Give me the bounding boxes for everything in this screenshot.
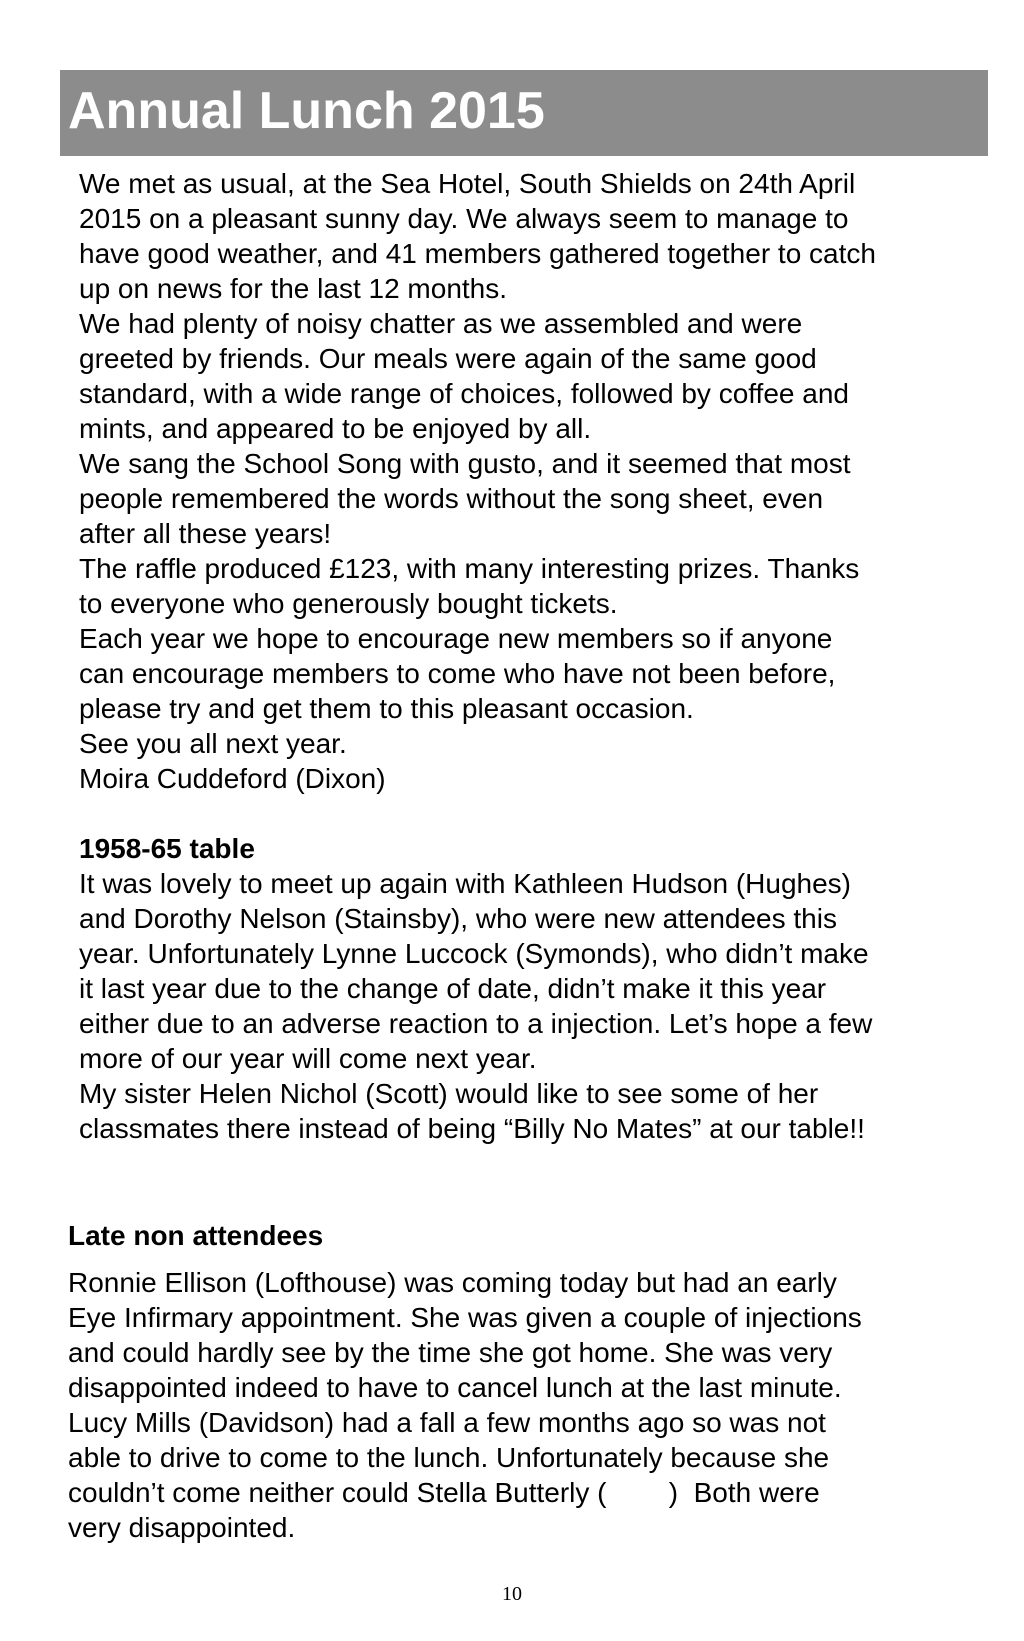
report-line: please try and get them to this pleasant occasion. xyxy=(79,693,694,724)
late-section-heading: Late non attendees xyxy=(68,1220,324,1251)
report-line: people remembered the words without the song sheet, even xyxy=(79,483,824,514)
late-section-line: Ronnie Ellison (Lofthouse) was coming today but had an early xyxy=(68,1267,837,1298)
table-section-line: classmates there instead of being “Billy No Mates” at our table!! xyxy=(79,1113,865,1144)
late-section xyxy=(68,1265,988,1545)
late-section-line: disappointed indeed to have to cancel lunch at the last minute. xyxy=(68,1372,842,1403)
report-line: We met as usual, at the Sea Hotel, South Shields on 24th April xyxy=(79,168,856,199)
table-section xyxy=(79,831,979,1146)
late-section-line: couldn’t come neither could Stella Butterly ( ) Both were xyxy=(68,1477,820,1508)
report-line: standard, with a wide range of choices, followed by coffee and xyxy=(79,378,849,409)
report-line: up on news for the last 12 months. xyxy=(79,273,508,304)
table-section-line: either due to an adverse reaction to a injection. Let’s hope a few xyxy=(79,1008,873,1039)
report-line: We sang the School Song with gusto, and it seemed that most xyxy=(79,448,851,479)
late-section-line: able to drive to come to the lunch. Unfortunately because she xyxy=(68,1442,830,1473)
lunch-report xyxy=(79,166,979,796)
table-section-line: My sister Helen Nichol (Scott) would like to see some of her xyxy=(79,1078,819,1109)
article-body xyxy=(79,166,979,1146)
table-section-line: more of our year will come next year. xyxy=(79,1043,537,1074)
table-section-line: it last year due to the change of date, didn’t make it this year xyxy=(79,973,827,1004)
title-banner xyxy=(60,70,988,156)
report-line: to everyone who generously bought tickets. xyxy=(79,588,618,619)
late-section-line: very disappointed. xyxy=(68,1512,296,1543)
report-line: 2015 on a pleasant sunny day. We always seem to manage to xyxy=(79,203,849,234)
page-title: Annual Lunch 2015 xyxy=(68,82,545,140)
late-section-line: and could hardly see by the time she got home. She was very xyxy=(68,1337,833,1368)
paragraph-gap xyxy=(79,796,979,831)
report-line: after all these years! xyxy=(79,518,332,549)
report-line: can encourage members to come who have not been before, xyxy=(79,658,836,689)
report-line: We had plenty of noisy chatter as we assembled and were xyxy=(79,308,803,339)
table-section-heading: 1958-65 table xyxy=(79,833,255,864)
page-number: 10 xyxy=(502,1583,522,1605)
report-line: Each year we hope to encourage new members so if anyone xyxy=(79,623,833,654)
report-line: The raffle produced £123, with many interesting prizes. Thanks xyxy=(79,553,860,584)
table-section-line: It was lovely to meet up again with Kathleen Hudson (Hughes) xyxy=(79,868,851,899)
report-line: greeted by friends. Our meals were again of the same good xyxy=(79,343,817,374)
report-line: have good weather, and 41 members gathered together to catch xyxy=(79,238,876,269)
report-line: mints, and appeared to be enjoyed by all. xyxy=(79,413,592,444)
report-signature: Moira Cuddeford (Dixon) xyxy=(79,763,386,794)
late-section-line: Eye Infirmary appointment. She was given a couple of injections xyxy=(68,1302,862,1333)
table-section-line: year. Unfortunately Lynne Luccock (Symonds), who didn’t make xyxy=(79,938,869,969)
late-section-line: Lucy Mills (Davidson) had a fall a few months ago so was not xyxy=(68,1407,826,1438)
report-line: See you all next year. xyxy=(79,728,347,759)
table-section-line: and Dorothy Nelson (Stainsby), who were new attendees this xyxy=(79,903,837,934)
